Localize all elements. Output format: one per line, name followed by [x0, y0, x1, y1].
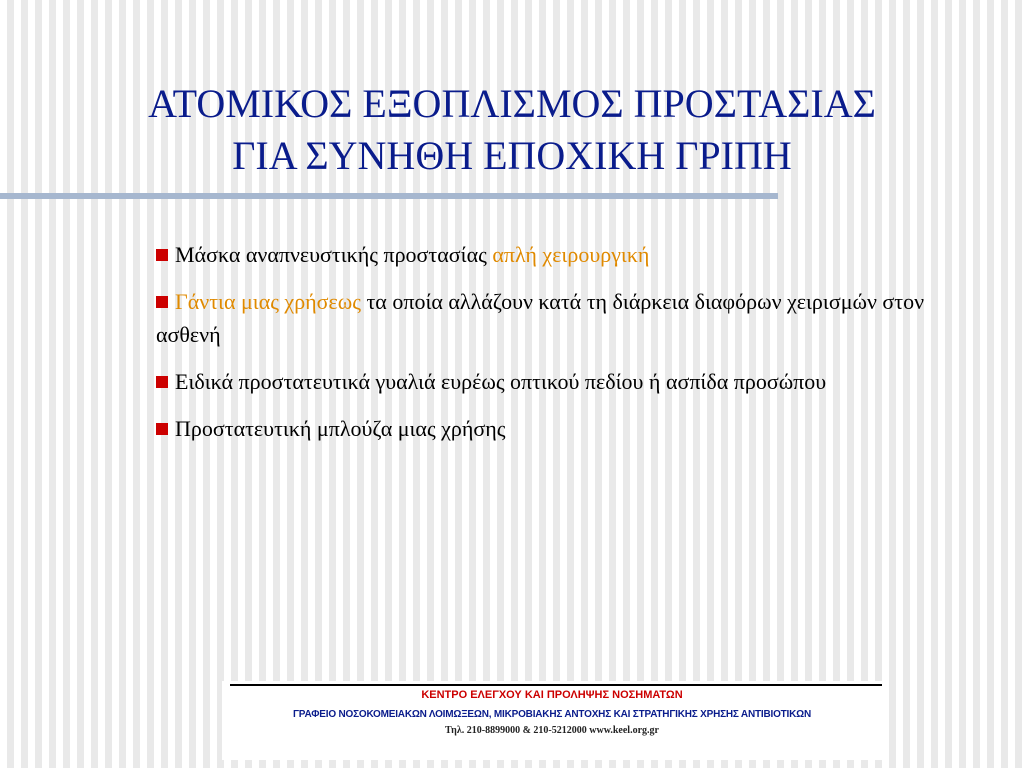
bullet-highlight: απλή χειρουργική	[492, 242, 650, 267]
red-square-bullet-icon	[156, 296, 168, 308]
bullet-text: Μάσκα αναπνευστικής προστασίας	[175, 242, 493, 267]
footer-department-name: ΓΡΑΦΕΙΟ ΝΟΣΟΚΟΜΕΙΑΚΩΝ ΛΟΙΜΩΞΕΩΝ, ΜΙΚΡΟΒΙΑΚΗΣ ΑΝΤΟΧΗΣ ΚΑΙ ΣΤΡΑΤΗΓΙΚΗΣ ΧΡΗΣΗΣ ΑΝΤΙΒΙΟΤΙΚΩΝ	[293, 709, 811, 720]
bullet-text: Ειδικά προστατευτικά γυαλιά ευρέως οπτικού πεδίου ή ασπίδα προσώπου	[175, 369, 827, 394]
bullet-item-gloves	[156, 285, 926, 351]
footer-divider	[230, 684, 882, 686]
bullet-text: τα οποία αλλάζουν κατά τη διάρκεια διαφόρων χειρισμών στον ασθενή	[156, 289, 925, 347]
red-square-bullet-icon	[156, 376, 168, 388]
red-square-bullet-icon	[156, 249, 168, 261]
bullet-highlight: Γάντια μιας χρήσεως	[175, 289, 361, 314]
bullet-item-gown	[156, 412, 926, 445]
footer-organization-name: ΚΕΝΤΡΟ ΕΛΕΓΧΟΥ ΚΑΙ ΠΡΟΛΗΨΗΣ ΝΟΣΗΜΑΤΩΝ	[421, 689, 683, 701]
bullet-text: Προστατευτική μπλούζα μιας χρήσης	[175, 416, 506, 441]
bullet-item-mask	[156, 238, 926, 271]
title-divider	[0, 193, 778, 199]
slide-title	[0, 78, 1024, 182]
footer-banner	[222, 681, 882, 760]
red-square-bullet-icon	[156, 423, 168, 435]
slide-title-line-1: ΑΤΟΜΙΚΟΣ ΕΞΟΠΛΙΣΜΟΣ ΠΡΟΣΤΑΣΙΑΣ	[148, 81, 876, 126]
footer-contact-info: Τηλ. 210-8899000 & 210-5212000 www.keel.org.gr	[445, 725, 659, 736]
slide-title-line-2: ΓΙΑ ΣΥΝΗΘΗ ΕΠΟΧΙΚΗ ΓΡΙΠΗ	[232, 133, 792, 178]
bullet-item-goggles	[156, 365, 926, 398]
bullet-list	[156, 238, 926, 459]
